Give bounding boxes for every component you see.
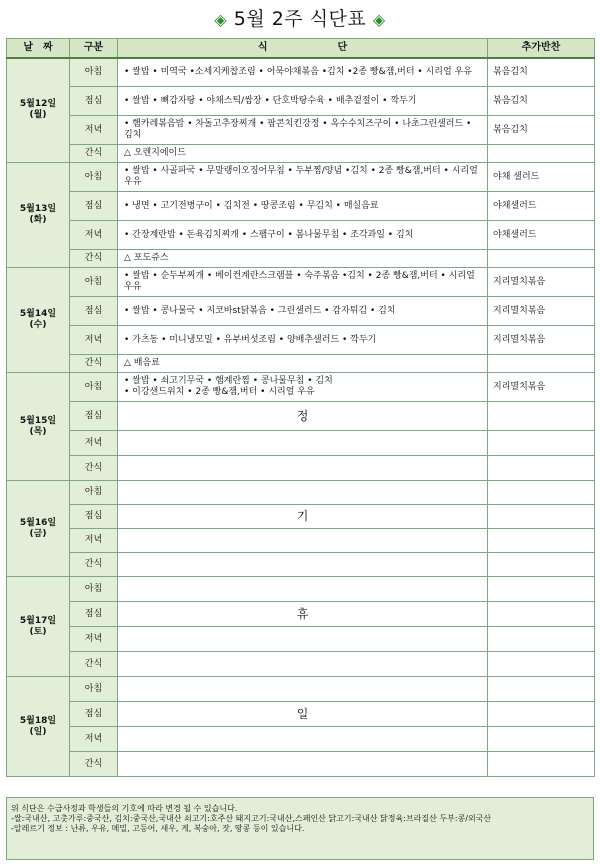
meal-label: 간식: [70, 752, 118, 777]
meal-label: 저녁: [70, 627, 118, 652]
day-weekday: (금): [29, 528, 47, 539]
table-row: [7, 145, 595, 163]
side-dish: 야채샐러드: [488, 221, 595, 250]
dinner-dishes: [118, 431, 488, 456]
meal-label: 점심: [70, 402, 118, 431]
side-dish: [488, 752, 595, 777]
side-dish: [488, 456, 595, 481]
day-weekday: (수): [29, 320, 47, 330]
day-date: 5월14일: [19, 309, 57, 319]
meal-label: 간식: [70, 456, 118, 481]
table-row: [7, 431, 595, 456]
lunch-dishes: • 냉면 • 고기전병구이 • 김치전 • 땅콩조림 • 무김치 • 매실음료: [118, 192, 488, 221]
table-row: [7, 577, 595, 602]
day-weekday: (토): [29, 626, 47, 637]
closed-notice: 기: [118, 505, 488, 529]
table-row: [7, 297, 595, 326]
closed-notice: 휴: [118, 602, 488, 627]
meal-label: 점심: [70, 192, 118, 221]
diamond-left-icon: ◈: [214, 10, 228, 29]
side-dish: [488, 505, 595, 529]
day-date: 5월13일: [19, 204, 57, 214]
lunch-dishes: • 쌀밥 • 뼈감자탕 • 야채스틱/쌈장 • 단호박탕수육 • 배추겉절이 • 깍두기: [118, 87, 488, 116]
snack-dishes: △ 배음료: [118, 355, 488, 373]
side-dish: [488, 529, 595, 553]
header-side: 추가반찬: [488, 39, 595, 58]
breakfast-dishes: [118, 481, 488, 505]
snack-dishes: [118, 553, 488, 577]
side-dish: [488, 652, 595, 677]
snack-dishes: [118, 652, 488, 677]
header-meal: 구분: [70, 39, 118, 58]
table-row: [7, 702, 595, 727]
dinner-dishes: • 가츠동 • 미니냉모밀 • 유부버섯조림 • 양배추샐러드 • 깍두기: [118, 326, 488, 355]
meal-label: 저녁: [70, 431, 118, 456]
side-dish: [488, 402, 595, 431]
breakfast-dishes: • 쌀밥 • 미역국 •소세지케찹조림 • 어묵야채볶음 •김치 •2종 빵&잼,버터 • 시리얼 우유: [118, 58, 488, 87]
dinner-dishes: [118, 727, 488, 752]
breakfast-dishes: [118, 577, 488, 602]
meal-label: 간식: [70, 652, 118, 677]
table-row: [7, 727, 595, 752]
table-row: [7, 553, 595, 577]
table-row: [7, 505, 595, 529]
meal-label: 점심: [70, 297, 118, 326]
table-row: [7, 481, 595, 505]
day-weekday: (월): [29, 110, 47, 121]
day-date-cell: [7, 163, 70, 268]
day-date: 5월18일: [19, 715, 57, 726]
title-text: 5월 2주 식단표: [233, 8, 367, 30]
meal-label: 아침: [70, 373, 118, 402]
meal-label: 아침: [70, 58, 118, 87]
day-date-cell: [7, 268, 70, 373]
day-weekday: (목): [29, 426, 47, 437]
breakfast-dishes: • 쌀밥 • 사골파국 • 무말랭이오징어무침 • 두부찜/양념 •김치 • 2종 빵&잼,버터 • 시리얼 우유: [118, 163, 488, 192]
breakfast-dishes: [118, 677, 488, 702]
snack-dishes: △ 오렌지에이드: [118, 145, 488, 163]
footer-notes: [6, 797, 594, 860]
diamond-right-icon: ◈: [372, 10, 386, 29]
side-dish: 지리멸치볶음: [488, 373, 595, 402]
menu-table: [6, 38, 595, 777]
side-dish: [488, 627, 595, 652]
meal-label: 점심: [70, 702, 118, 727]
footer-line-allergy: -알레르기 정보 : 난류, 우유, 메밀, 고등어, 새우, 게, 복숭아, 잣, 땅콩 등이 있습니다.: [11, 824, 305, 833]
snack-dishes: [118, 752, 488, 777]
meal-label: 아침: [70, 481, 118, 505]
meal-label: 아침: [70, 677, 118, 702]
meal-label: 아침: [70, 163, 118, 192]
table-row: [7, 752, 595, 777]
side-dish: [488, 702, 595, 727]
table-row: [7, 456, 595, 481]
header-date: 날 짜: [7, 39, 70, 58]
side-dish: [488, 355, 595, 373]
meal-label: 점심: [70, 505, 118, 529]
meal-label: 저녁: [70, 326, 118, 355]
day-date-cell: [7, 481, 70, 577]
side-dish: [488, 602, 595, 627]
table-row: [7, 87, 595, 116]
meal-label: 저녁: [70, 221, 118, 250]
table-row: [7, 373, 595, 402]
side-dish: [488, 727, 595, 752]
side-dish: [488, 553, 595, 577]
side-dish: 지리멸치볶음: [488, 268, 595, 297]
side-dish: 야채샐러드: [488, 192, 595, 221]
meal-label: 저녁: [70, 529, 118, 553]
table-row: [7, 192, 595, 221]
table-row: [7, 355, 595, 373]
dinner-dishes: • 간장계란밥 • 돈육김치찌개 • 스팸구이 • 봄나물무침 • 조각과일 • 김치: [118, 221, 488, 250]
closed-notice: 일: [118, 702, 488, 727]
closed-notice: 정: [118, 402, 488, 431]
side-dish: 지리멸치볶음: [488, 297, 595, 326]
day-date-cell: [7, 58, 70, 163]
breakfast-dishes: • 쌀밥 • 쇠고기무국 • 햄계란찜 • 콩나물무침 • 김치 • 이강샌드위치 • 2종 빵&잼,버터 • 시리얼 우유: [118, 373, 488, 402]
snack-dishes: △ 포도쥬스: [118, 250, 488, 268]
footer-line-change-notice: 위 식단은 수급사정과 학생들의 기호에 따라 변경 될 수 있습니다.: [11, 804, 238, 813]
table-row: [7, 268, 595, 297]
day-date: 5월16일: [19, 517, 57, 528]
meal-label: 간식: [70, 553, 118, 577]
table-row: [7, 602, 595, 627]
dinner-dishes: • 햄카레볶음밥 • 차돌고추장찌개 • 팝콘치킨강정 • 옥수수치즈구이 • 나초그린샐러드 • 김치: [118, 116, 488, 145]
table-row: [7, 402, 595, 431]
dinner-dishes: [118, 529, 488, 553]
side-dish: 볶음김치: [488, 87, 595, 116]
table-row: [7, 652, 595, 677]
side-dish: 지리멸치볶음: [488, 326, 595, 355]
day-weekday: (일): [29, 726, 47, 737]
side-dish: 볶음김치: [488, 116, 595, 145]
table-row: [7, 116, 595, 145]
side-dish: [488, 677, 595, 702]
breakfast-dishes: • 쌀밥 • 순두부찌개 • 베이컨계란스크램블 • 숙주볶음 •김치 • 2종 빵&잼,버터 • 시리얼 우유: [118, 268, 488, 297]
meal-label: 점심: [70, 87, 118, 116]
table-row: [7, 677, 595, 702]
day-date: 5월15일: [19, 415, 57, 426]
table-row: [7, 326, 595, 355]
side-dish: [488, 431, 595, 456]
side-dish: [488, 577, 595, 602]
side-dish: 야채 샐러드: [488, 163, 595, 192]
meal-label: 아침: [70, 268, 118, 297]
lunch-dishes: • 쌀밥 • 콩나물국 • 지코바st닭볶음 • 그린샐러드 • 감자튀김 • 김치: [118, 297, 488, 326]
meal-label: 아침: [70, 577, 118, 602]
meal-label: 저녁: [70, 116, 118, 145]
table-row: [7, 221, 595, 250]
day-date: 5월12일: [19, 99, 57, 110]
meal-label: 간식: [70, 355, 118, 373]
snack-dishes: [118, 456, 488, 481]
meal-label: 저녁: [70, 727, 118, 752]
page-title: [0, 4, 600, 34]
meal-label: 점심: [70, 602, 118, 627]
table-row: [7, 250, 595, 268]
meal-label: 간식: [70, 145, 118, 163]
footer-line-origin: -쌀:국내산, 고춧가루:중국산, 김치:중국산,국내산 쇠고기:호주산 돼지고기:국내산,스페인산 닭고기:국내산 닭정육:브라질산 두부:콩/외국산: [11, 814, 492, 823]
meal-label: 간식: [70, 250, 118, 268]
day-date-cell: [7, 677, 70, 777]
day-date-cell: [7, 577, 70, 677]
side-dish: [488, 250, 595, 268]
side-dish: [488, 145, 595, 163]
table-row: [7, 627, 595, 652]
table-row: [7, 529, 595, 553]
dinner-dishes: [118, 627, 488, 652]
header-menu: 식 단: [118, 39, 488, 58]
day-date: 5월17일: [19, 615, 57, 626]
table-row: [7, 163, 595, 192]
side-dish: [488, 481, 595, 505]
side-dish: 볶음김치: [488, 58, 595, 87]
day-weekday: (화): [29, 215, 47, 225]
table-row: [7, 58, 595, 87]
header-row: [7, 39, 595, 58]
day-date-cell: [7, 373, 70, 481]
